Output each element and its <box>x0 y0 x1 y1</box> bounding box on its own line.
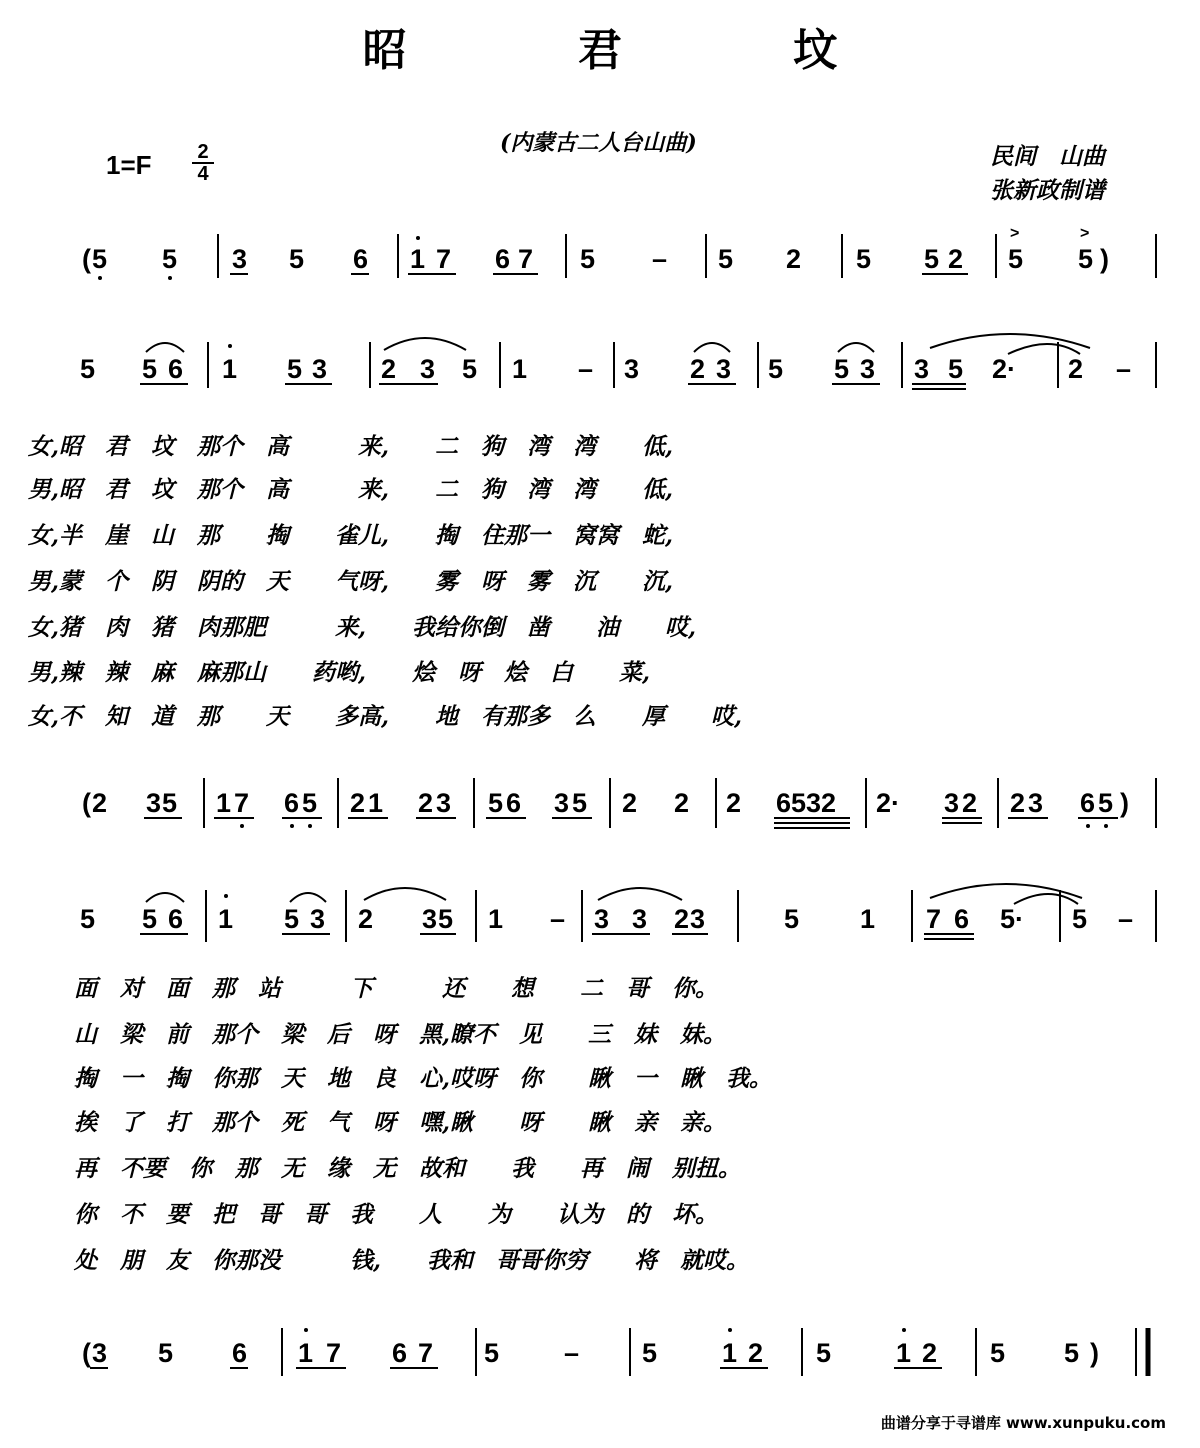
composer-credit: 民间 山曲 <box>990 143 1105 170</box>
time-signature-upper: 2 <box>192 142 214 164</box>
lyric-line: 处 朋 友 你那没 钱, 我和 哥哥你穷 将 就哎。 <box>74 1247 750 1274</box>
svg-text:>: > <box>1010 228 1020 242</box>
svg-text:2·: 2· <box>992 354 1017 384</box>
lyric-line: 女,半 崖 山 那 掏 雀儿, 掏 住那一 窝窝 蛇, <box>28 522 674 549</box>
svg-text:(: ( <box>82 1338 91 1368</box>
svg-text:3: 3 <box>944 788 960 818</box>
svg-text:6: 6 <box>168 904 184 934</box>
svg-text:5·: 5· <box>1000 904 1025 934</box>
svg-text:1: 1 <box>896 1338 912 1368</box>
svg-text:2: 2 <box>350 788 366 818</box>
svg-text:5: 5 <box>1072 904 1088 934</box>
svg-text:2: 2 <box>674 904 690 934</box>
svg-text:2: 2 <box>922 1338 938 1368</box>
svg-text:5: 5 <box>158 1338 174 1368</box>
staff-3-notation <box>0 772 1200 842</box>
svg-text:7: 7 <box>234 788 250 818</box>
lyric-line: 女,昭 君 坟 那个 高 来, 二 狗 湾 湾 低, <box>28 433 674 460</box>
lyric-line: 男,蒙 个 阴 阴的 天 气呀, 雾 呀 雾 沉 沉, <box>28 568 674 595</box>
svg-text:1: 1 <box>298 1338 314 1368</box>
arranger-credit: 张新政制谱 <box>990 177 1105 204</box>
staff-2-notation <box>0 330 1200 400</box>
svg-text:5: 5 <box>642 1338 658 1368</box>
svg-text:1: 1 <box>488 904 504 934</box>
svg-text:5: 5 <box>438 904 454 934</box>
svg-text:5: 5 <box>834 354 850 384</box>
lyric-line: 女,猪 肉 猪 肉那肥 来, 我给你倒 凿 油 哎, <box>28 614 697 641</box>
svg-text:–: – <box>1118 904 1134 934</box>
svg-text:5: 5 <box>92 244 108 274</box>
staff-4 <box>0 872 1200 932</box>
svg-text:6532: 6532 <box>776 788 837 818</box>
svg-text:3: 3 <box>310 904 326 934</box>
svg-text:3: 3 <box>92 1338 108 1368</box>
staff-1-notation <box>0 228 1200 288</box>
lyric-line: 女,不 知 道 那 天 多高, 地 有那多 么 厚 哎, <box>28 703 743 730</box>
svg-text:2·: 2· <box>876 788 901 818</box>
svg-text:7: 7 <box>418 1338 434 1368</box>
svg-text:(: ( <box>82 244 91 274</box>
svg-text:6: 6 <box>954 904 970 934</box>
svg-text:2: 2 <box>622 788 638 818</box>
svg-text:5: 5 <box>1098 788 1114 818</box>
svg-text:1: 1 <box>218 904 234 934</box>
svg-text:5: 5 <box>1008 244 1024 274</box>
svg-text:(: ( <box>82 788 91 818</box>
lyric-line: 男,昭 君 坟 那个 高 来, 二 狗 湾 湾 低, <box>28 476 674 503</box>
svg-text:6: 6 <box>168 354 184 384</box>
svg-text:3: 3 <box>312 354 328 384</box>
staff-5 <box>0 1320 1200 1380</box>
svg-text:5: 5 <box>302 788 318 818</box>
staff-4-notation <box>0 872 1200 944</box>
svg-text:1: 1 <box>368 788 384 818</box>
svg-text:2: 2 <box>418 788 434 818</box>
svg-text:2: 2 <box>1068 354 1084 384</box>
svg-text:3: 3 <box>860 354 876 384</box>
lyric-line: 再 不要 你 那 无 缘 无 故和 我 再 闹 别扭。 <box>74 1155 741 1182</box>
svg-text:): ) <box>1090 1338 1099 1368</box>
svg-text:1: 1 <box>410 244 426 274</box>
svg-text:2: 2 <box>358 904 374 934</box>
time-signature-lower: 4 <box>197 163 209 185</box>
lyric-line: 挨 了 打 那个 死 气 呀 嘿,瞅 呀 瞅 亲 亲。 <box>74 1109 727 1136</box>
svg-text:7: 7 <box>436 244 452 274</box>
lyric-line: 掏 一 掏 你那 天 地 良 心,哎呀 你 瞅 一 瞅 我。 <box>74 1065 773 1092</box>
svg-text:5: 5 <box>488 788 504 818</box>
svg-text:2: 2 <box>1010 788 1026 818</box>
svg-text:2: 2 <box>674 788 690 818</box>
subtitle: (内蒙古二人台山曲) <box>500 130 697 156</box>
svg-text:7: 7 <box>326 1338 342 1368</box>
staff-2 <box>0 330 1200 390</box>
svg-text:2: 2 <box>726 788 742 818</box>
svg-text:5: 5 <box>948 354 964 384</box>
svg-text:5: 5 <box>284 904 300 934</box>
svg-text:5: 5 <box>484 1338 500 1368</box>
svg-text:1: 1 <box>222 354 238 384</box>
svg-text:3: 3 <box>554 788 570 818</box>
svg-text:3: 3 <box>624 354 640 384</box>
lyric-line: 男,辣 辣 麻 麻那山 药哟, 烩 呀 烩 白 菜, <box>28 659 651 686</box>
svg-text:1: 1 <box>216 788 232 818</box>
svg-text:5: 5 <box>287 354 303 384</box>
svg-text:–: – <box>550 904 566 934</box>
svg-text:2: 2 <box>786 244 802 274</box>
svg-text:2: 2 <box>748 1338 764 1368</box>
svg-text:–: – <box>1116 354 1132 384</box>
svg-text:6: 6 <box>506 788 522 818</box>
svg-text:5: 5 <box>1064 1338 1080 1368</box>
svg-text:3: 3 <box>422 904 438 934</box>
svg-text:5: 5 <box>572 788 588 818</box>
time-signature <box>192 142 214 184</box>
svg-text:5: 5 <box>718 244 734 274</box>
svg-text:5: 5 <box>768 354 784 384</box>
svg-text:1: 1 <box>512 354 528 384</box>
svg-text:6: 6 <box>1080 788 1096 818</box>
svg-text:>: > <box>1080 228 1090 242</box>
svg-text:): ) <box>1120 788 1129 818</box>
footer-credit: 曲谱分享于寻谱库 www.xunpuku.com <box>880 1414 1166 1432</box>
svg-text:5: 5 <box>856 244 872 274</box>
staff-3 <box>0 772 1200 832</box>
svg-text:–: – <box>564 1338 580 1368</box>
svg-text:1: 1 <box>860 904 876 934</box>
svg-text:5: 5 <box>784 904 800 934</box>
staff-1 <box>0 228 1200 288</box>
svg-text:5: 5 <box>80 354 96 384</box>
svg-text:3: 3 <box>146 788 162 818</box>
svg-text:7: 7 <box>926 904 942 934</box>
svg-text:5: 5 <box>462 354 478 384</box>
svg-text:7: 7 <box>518 244 534 274</box>
svg-text:3: 3 <box>632 904 648 934</box>
staff-5-notation <box>0 1320 1200 1390</box>
svg-text:2: 2 <box>92 788 108 818</box>
svg-text:5: 5 <box>162 244 178 274</box>
svg-text:–: – <box>652 244 668 274</box>
key-signature: 1=F <box>106 150 152 180</box>
svg-text:6: 6 <box>353 244 369 274</box>
svg-text:5: 5 <box>816 1338 832 1368</box>
svg-text:5: 5 <box>289 244 305 274</box>
lyric-line: 面 对 面 那 站 下 还 想 二 哥 你。 <box>74 975 718 1002</box>
svg-text:): ) <box>1100 244 1109 274</box>
svg-text:5: 5 <box>142 354 158 384</box>
svg-text:–: – <box>578 354 594 384</box>
svg-text:5: 5 <box>990 1338 1006 1368</box>
svg-text:5: 5 <box>162 788 178 818</box>
svg-text:3: 3 <box>436 788 452 818</box>
svg-text:2: 2 <box>962 788 978 818</box>
svg-text:2: 2 <box>381 354 397 384</box>
svg-text:3: 3 <box>914 354 930 384</box>
svg-text:3: 3 <box>420 354 436 384</box>
svg-text:5: 5 <box>580 244 596 274</box>
svg-text:5: 5 <box>924 244 940 274</box>
svg-text:2: 2 <box>948 244 964 274</box>
svg-text:6: 6 <box>495 244 511 274</box>
svg-text:6: 6 <box>392 1338 408 1368</box>
lyric-line: 你 不 要 把 哥 哥 我 人 为 认为 的 坏。 <box>74 1201 718 1228</box>
svg-text:3: 3 <box>690 904 706 934</box>
svg-text:5: 5 <box>1078 244 1094 274</box>
svg-text:2: 2 <box>690 354 706 384</box>
svg-text:6: 6 <box>284 788 300 818</box>
svg-text:6: 6 <box>232 1338 248 1368</box>
svg-text:3: 3 <box>1028 788 1044 818</box>
svg-text:3: 3 <box>594 904 610 934</box>
page-title: 昭 君 坟 <box>362 25 916 76</box>
lyric-line: 山 梁 前 那个 梁 后 呀 黑,瞭不 见 三 妹 妹。 <box>74 1021 727 1048</box>
svg-text:1: 1 <box>722 1338 738 1368</box>
svg-text:3: 3 <box>716 354 732 384</box>
svg-text:5: 5 <box>142 904 158 934</box>
svg-text:5: 5 <box>80 904 96 934</box>
svg-text:3: 3 <box>232 244 248 274</box>
